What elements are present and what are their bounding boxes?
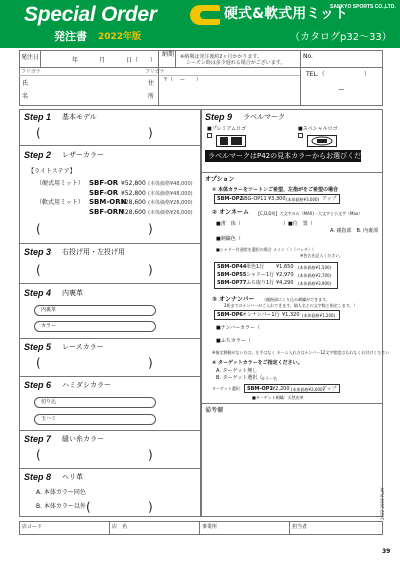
option4-title: ④ ターゲットカラーをご指定ください。 — [212, 360, 303, 366]
option3-number-color[interactable]: ■ナンバーカラー（ — [216, 325, 261, 331]
brand-c-logo-icon — [190, 5, 220, 25]
step5-open-paren: ( — [36, 356, 41, 370]
step3-hand-field[interactable] — [44, 265, 144, 277]
step2-close-paren: ) — [148, 222, 153, 236]
option2-row1-price: ¥1,650 — [276, 264, 294, 270]
order-form-label: 発注書 — [54, 30, 87, 43]
option2-row1-code: SBM-OP44 — [217, 264, 247, 270]
option1-tax: (本体価格¥3,000) — [286, 197, 320, 202]
option2-row1-kind: 単色1行 — [246, 264, 265, 270]
option4-color-name: カラー名 — [261, 376, 277, 381]
step4-inner-label: 内裏革 — [41, 307, 57, 313]
step2-row4-tax: (本体価格¥26,000) — [148, 210, 193, 216]
option4-tail: アップ — [322, 386, 337, 392]
option1-subcode: SBG-OP11 — [241, 196, 267, 202]
option3-desc: （親指部にくり込み刺繍ができます。 — [262, 297, 330, 302]
customer-name-field[interactable] — [40, 78, 155, 102]
step4-color-field[interactable] — [34, 321, 156, 332]
special-logo-icon — [307, 132, 337, 144]
step2-row4-price: ¥28,600 — [121, 209, 146, 216]
step4-label: Step 4 — [24, 288, 52, 298]
step2-label: Step 2 — [24, 150, 52, 160]
address-field[interactable] — [162, 84, 298, 104]
option2-row2-code: SBM-OP55 — [217, 272, 247, 278]
option2-shadow-line: ■シャドー付通常を選択の場合 メイン（ — [216, 247, 289, 252]
option2-note: ※色名を記入ください。 — [300, 253, 344, 258]
option2-row1-tax: (本体価格¥1,500) — [298, 265, 332, 270]
step7-close-paren: ) — [148, 448, 153, 462]
step5-close-paren: ) — [148, 356, 153, 370]
step2-row3-tax: (本体価格¥26,000) — [148, 200, 193, 206]
order-date-day: 日（ — [126, 57, 139, 64]
option2-title: ② オンネーム — [212, 209, 249, 216]
step8-close-paren: ) — [148, 500, 153, 514]
step3-close-paren: ) — [148, 263, 153, 277]
tel-dash: ー — [338, 86, 345, 94]
option-title: オプション — [205, 176, 235, 183]
tel-label: TEL.（ — [306, 71, 325, 78]
address-label-2: 所 — [148, 93, 155, 100]
special-logo-label: ■スペシャルロゴ — [298, 126, 338, 132]
step4-inner-field[interactable] — [34, 305, 156, 316]
step5-label: Step 5 — [24, 342, 52, 352]
delivery-label: 納期 — [162, 51, 175, 58]
option1-code: SBM-OP2 — [217, 196, 243, 202]
order-date-month: 月 — [99, 57, 106, 64]
step2-row4-code: SBF-ORN — [89, 208, 125, 216]
delivery-note-1: ※納期は発注後約2ヶ月かかります。 — [180, 54, 262, 60]
option3-note: ※指定移動がない方は、左手はなく ネーム入れ方はナンバー12文字程度はもれなくお付けください — [212, 350, 390, 355]
step7-open-paren: ( — [36, 448, 41, 462]
option1-title: ① 本体カラーをツートンご希望、左指がをご希望の場合 — [212, 187, 338, 193]
step3-label: Step 3 — [24, 247, 52, 257]
tel-close: ） — [364, 71, 371, 78]
page-number: 39 — [382, 548, 391, 555]
option3-tax: (本体価格¥1,200) — [302, 313, 336, 318]
premium-logo-checkbox[interactable] — [207, 133, 212, 138]
store-code-label: 店コード — [22, 524, 43, 530]
tel-field[interactable] — [330, 70, 362, 80]
option2-position-options: A. 親指部 B. 内裏部 — [330, 228, 379, 234]
company-name: SANKYO SPORTS CO.,LTD. — [330, 4, 396, 10]
step7-thread-field[interactable] — [44, 450, 144, 462]
remarks-label: 備考欄 — [205, 407, 224, 414]
furigana-label: フリガナ — [21, 69, 41, 75]
step8-label: Step 8 — [24, 472, 52, 482]
step6-opt1-label: 切り込 — [41, 399, 57, 405]
step6-opt1-field[interactable] — [34, 397, 156, 408]
option3-code: SBM-OP6 — [217, 312, 243, 318]
option3-desc-2: 2桁までのナンバーがご入れできます。個人名との文字数と指定します。） — [224, 303, 358, 308]
option4-target-select: ターゲット選択 — [212, 386, 240, 391]
step2-soft-label: （軟式用ミット） — [36, 199, 84, 206]
step8-option-a[interactable]: A. 本体カラー同色 — [36, 489, 86, 496]
step1-close-paren: ) — [148, 126, 153, 140]
step8-title: ヘリ革 — [62, 473, 83, 481]
option2-row3-kind: ふち取り1行 — [246, 280, 275, 286]
postal-close: ） — [196, 77, 202, 83]
step2-row1-tax: (本体価格¥48,000) — [148, 181, 193, 187]
form-title: Special Order — [24, 3, 157, 26]
step9-title: ラベルマーク — [243, 113, 285, 121]
option4-option-a[interactable]: A. ターゲット無し — [216, 368, 258, 374]
order-number-label: No. — [303, 53, 313, 60]
step2-rightstar: 【ライトステア】 — [28, 168, 76, 175]
option2-row2-kind: シャドー1行 — [246, 272, 275, 278]
form-subtitle: 硬式&軟式用ミット — [224, 6, 348, 22]
option3-text: オンナンバー1行 — [242, 312, 280, 318]
step7-title: 縫い糸カラー — [62, 435, 104, 443]
step3-title: 右投げ用・左投げ用 — [62, 248, 125, 256]
premium-logo-icon — [216, 132, 246, 144]
step5-lace-field[interactable] — [44, 358, 144, 370]
premium-logo-label: ■プレミアムロゴ — [207, 126, 247, 132]
option2-row3-price: ¥4,290 — [276, 280, 294, 286]
step1-label: Step 1 — [24, 112, 52, 122]
step2-color-field[interactable] — [44, 224, 144, 236]
label-mark-notice: ラベルマークはP42の見本カラーからお選びください。 — [205, 150, 361, 162]
option3-title: ③ オンナンバー — [212, 296, 255, 303]
step4-title: 内裏革 — [62, 289, 83, 297]
step2-title: レザーカラー — [62, 151, 104, 159]
order-date-close: ） — [150, 57, 157, 64]
option2-font-line[interactable]: ■書 体（ — [216, 221, 241, 227]
catalog-reference: （カタログp32〜33） — [290, 32, 392, 43]
step3-open-paren: ( — [36, 263, 41, 277]
option4-code: SBM-OP1 — [247, 386, 273, 392]
step2-row2-price: ¥52,800 — [121, 190, 146, 197]
option2-desc: 【C,D,D用】大文字のみ（MAX)・大文字と小文字（Max） — [256, 211, 363, 216]
step8-open-paren: ( — [86, 500, 91, 514]
address-label-1: 住 — [148, 80, 155, 87]
store-name-label: 店 名 — [112, 524, 128, 530]
step2-row3-price: ¥28,600 — [121, 199, 146, 206]
option4-price: ¥2,200 — [272, 386, 290, 392]
option2-color-line[interactable]: ■刺繍色（ — [216, 236, 241, 242]
step1-title: 基本モデル — [62, 113, 97, 121]
step8-color-field[interactable] — [92, 502, 146, 514]
step2-row3-code: SBM-ORN — [89, 198, 127, 206]
footer-store-bar — [19, 521, 383, 535]
option2-shadow-line-2: ）（パッチ）（ — [290, 247, 314, 252]
staff-label: 担当者 — [292, 524, 308, 530]
step6-label: Step 6 — [24, 380, 52, 390]
option1-price: ¥3,300 — [268, 196, 286, 202]
option4-tax: (本体価格¥2,000) — [291, 387, 325, 392]
step1-open-paren: ( — [36, 126, 41, 140]
option2-row2-price: ¥2,970 — [276, 272, 294, 278]
side-note: 2022 2009 PLAY — [380, 487, 385, 520]
order-date-year: 年 — [72, 57, 79, 64]
office-label: 事業所 — [202, 524, 218, 530]
option4-option-b[interactable]: B. ターゲット選択（ — [216, 375, 263, 381]
step6-title: ハミダシカラー — [62, 381, 111, 389]
delivery-note-2: シーズン時は多少遅れる場合がございます。 — [186, 60, 286, 66]
name-label-1: 氏 — [22, 80, 29, 87]
furigana-label-2: フリガナ — [145, 69, 165, 75]
order-date-label: 発注日 — [21, 54, 40, 61]
option4-note: ■ターゲット刺繍：天然皮革 — [252, 395, 304, 400]
step7-label: Step 7 — [24, 434, 52, 444]
step2-row2-code: SBF-OR — [89, 189, 119, 197]
name-label-2: 名 — [22, 93, 29, 100]
step1-model-field[interactable] — [44, 128, 144, 140]
option2-position-line[interactable]: ）■位 置（ — [283, 221, 313, 227]
step4-color-label: カラー — [41, 323, 57, 329]
option2-row2-tax: (本体価格¥2,700) — [298, 273, 332, 278]
option3-price: ¥1,320 — [282, 312, 300, 318]
option2-row3-tax: (本体価格¥3,900) — [298, 281, 332, 286]
step8-option-b[interactable]: B. 本体カラー以外 — [36, 503, 86, 510]
option3-edge-color[interactable]: ■ふちカラー（ — [216, 338, 251, 344]
postal-mark: 〒（ — [163, 77, 174, 83]
step2-open-paren: ( — [36, 222, 41, 236]
postal-separator: ー — [180, 77, 186, 83]
step6-opt2-field[interactable] — [34, 414, 156, 425]
option1-tail: アップ — [322, 196, 337, 202]
step5-title: レースカラー — [62, 343, 104, 351]
step9-label: Step 9 — [205, 112, 233, 122]
remarks-field[interactable] — [205, 416, 379, 514]
step2-row1-price: ¥52,800 — [121, 180, 146, 187]
step6-opt2-label: 玉ハミ — [41, 416, 57, 422]
special-logo-checkbox[interactable] — [298, 133, 303, 138]
step2-hard-label: （硬式用ミット） — [36, 180, 84, 187]
step2-row2-tax: (本体価格¥48,000) — [148, 191, 193, 197]
edition-label: 2022年版 — [98, 32, 142, 42]
step2-row1-code: SBF-OR — [89, 179, 119, 187]
option2-row3-code: SBM-OP77 — [217, 280, 247, 286]
